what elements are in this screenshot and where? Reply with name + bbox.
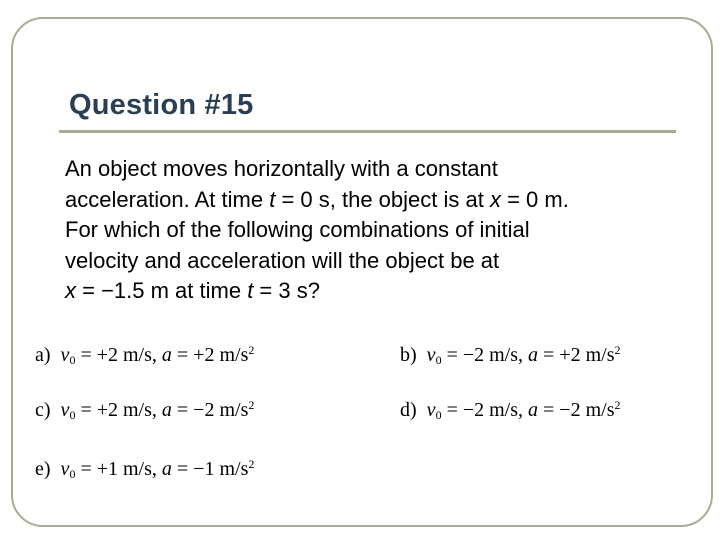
acceleration-value: = +2 m/s: [538, 344, 615, 366]
acceleration-exponent: 2: [248, 457, 255, 471]
question-text-fragment: acceleration. At time: [65, 186, 270, 212]
acceleration-exponent: 2: [248, 343, 255, 357]
position-variable: x: [489, 186, 501, 212]
acceleration-value: = −2 m/s: [538, 399, 615, 421]
title-divider: [59, 130, 676, 133]
page-title: Question #15: [69, 89, 254, 121]
velocity-subscript: 0: [69, 353, 76, 367]
acceleration-symbol: a: [161, 458, 172, 480]
velocity-subscript: 0: [69, 408, 76, 422]
question-line: [65, 276, 695, 307]
answer-option-e: [35, 457, 254, 482]
velocity-symbol: v: [60, 458, 70, 480]
acceleration-symbol: a: [161, 399, 172, 421]
velocity-value: = +1 m/s,: [75, 458, 162, 480]
position-variable: x: [65, 278, 76, 303]
acceleration-value: = −1 m/s: [171, 458, 249, 480]
time-variable: t: [247, 278, 254, 303]
option-letter: b): [400, 344, 417, 366]
answer-option-a: [35, 343, 254, 368]
option-letter: c): [35, 399, 51, 421]
option-letter: d): [400, 399, 417, 421]
answer-option-c: [35, 398, 254, 423]
acceleration-symbol: a: [161, 344, 172, 366]
question-text-fragment: = 0 m.: [500, 186, 569, 212]
velocity-value: = +2 m/s,: [75, 399, 162, 421]
option-letter: e): [35, 458, 51, 480]
time-variable: t: [269, 186, 276, 212]
velocity-subscript: 0: [435, 353, 442, 367]
velocity-subscript: 0: [435, 408, 442, 422]
acceleration-exponent: 2: [614, 343, 621, 357]
question-line: [65, 185, 695, 216]
question-line: velocity and acceleration will the object be at: [65, 247, 500, 273]
velocity-symbol: v: [60, 344, 70, 366]
acceleration-symbol: a: [528, 399, 539, 421]
velocity-value: = −2 m/s,: [441, 344, 529, 366]
velocity-symbol: v: [426, 344, 436, 366]
answer-option-b: [400, 343, 621, 368]
velocity-symbol: v: [426, 399, 436, 421]
question-line: For which of the following combinations of initial: [65, 217, 530, 242]
question-line: An object moves horizontally with a constant: [65, 156, 498, 181]
acceleration-value: = −2 m/s: [171, 399, 249, 421]
velocity-symbol: v: [60, 399, 70, 421]
velocity-value: = +2 m/s,: [75, 344, 162, 366]
velocity-value: = −2 m/s,: [441, 399, 529, 421]
question-text-fragment: = 0 s, the object is at: [275, 186, 490, 212]
acceleration-value: = +2 m/s: [171, 344, 249, 366]
question-text: [65, 154, 695, 307]
question-text-fragment: = 3 s?: [253, 278, 320, 303]
acceleration-exponent: 2: [614, 398, 621, 412]
acceleration-symbol: a: [528, 344, 539, 366]
acceleration-exponent: 2: [248, 398, 255, 412]
velocity-subscript: 0: [69, 467, 76, 481]
option-letter: a): [35, 344, 51, 366]
question-text-fragment: = −1.5 m at time: [76, 278, 248, 303]
answer-option-d: [400, 398, 621, 423]
